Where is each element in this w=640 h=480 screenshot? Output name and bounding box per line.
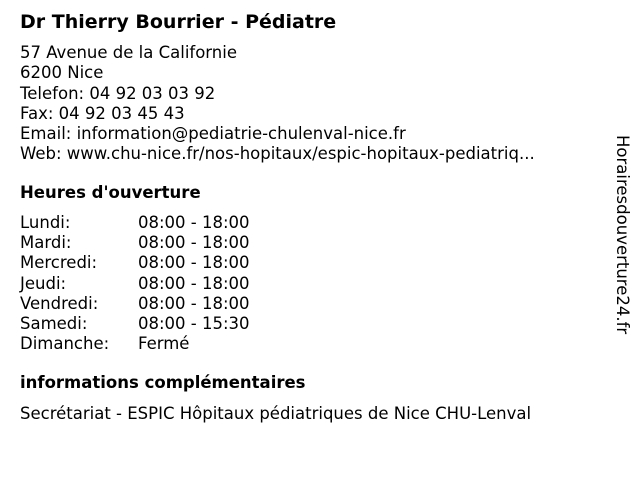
hours-day: Jeudi: <box>20 273 67 293</box>
hours-time: 08:00 - 18:00 <box>138 253 250 273</box>
hours-time: 08:00 - 15:30 <box>138 313 250 333</box>
contact-block <box>20 43 535 165</box>
page-title: Dr Thierry Bourrier - Pédiatre <box>20 11 337 33</box>
hours-time: 08:00 - 18:00 <box>138 273 250 293</box>
fax-number: Fax: 04 92 03 45 43 <box>20 103 185 123</box>
additional-info-heading: informations complémentaires <box>20 373 306 392</box>
hours-day: Dimanche: <box>20 334 110 354</box>
hours-time: 08:00 - 18:00 <box>138 293 250 313</box>
hours-time: 08:00 - 18:00 <box>138 213 250 232</box>
hours-day: Lundi: <box>20 213 71 232</box>
website-address: Web: www.chu-nice.fr/nos-hopitaux/espic-hopitaux-pediatriq... <box>20 144 535 164</box>
additional-info-text: Secrétariat - ESPIC Hôpitaux pédiatriques de Nice CHU-Lenval <box>20 404 532 423</box>
hours-day: Mercredi: <box>20 253 98 273</box>
address-street: 57 Avenue de la Californie <box>20 43 237 62</box>
watermark-text: Horairesdouverture24.fr <box>613 135 632 335</box>
hours-time: 08:00 - 18:00 <box>138 233 250 253</box>
phone-number: Telefon: 04 92 03 03 92 <box>20 83 216 103</box>
email-address: Email: information@pediatrie-chulenval-nice.fr <box>20 124 406 144</box>
hours-day: Mardi: <box>20 233 72 253</box>
hours-day: Vendredi: <box>20 293 99 313</box>
watermark <box>612 135 634 375</box>
address-city: 6200 Nice <box>20 63 104 83</box>
opening-hours-heading: Heures d'ouverture <box>20 183 201 202</box>
hours-time: Fermé <box>138 334 190 354</box>
hours-day: Samedi: <box>20 313 88 333</box>
